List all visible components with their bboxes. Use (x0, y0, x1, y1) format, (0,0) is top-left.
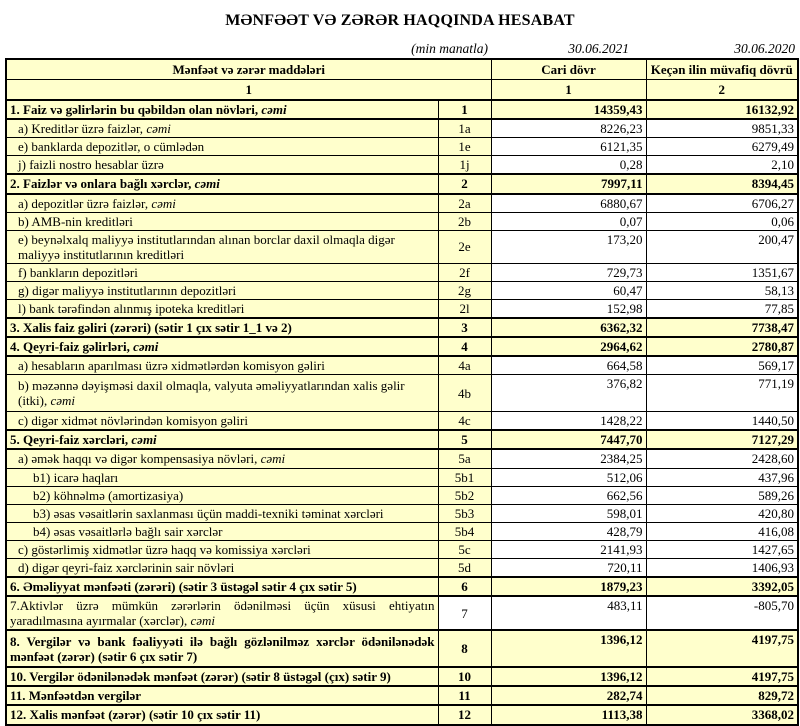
header-previous-column: Keçən ilin müvafiq dövrü (646, 59, 798, 80)
row-code-cell: 5b2 (438, 486, 491, 504)
row-label: 7.Aktivlər üzrə mümkün zərərlərin ödənilməsi üçün xüsusi ehtiyatın yaradılmasına ayırmalar (xərclər), (10, 598, 435, 629)
row-code-cell: 10 (438, 667, 491, 686)
row-label: b3) əsas vəsaitlərin saxlanması üçün maddi-texniki təminat xərcləri (33, 505, 384, 521)
row-label: 5. Qeyri-faiz xərcləri, (10, 432, 132, 448)
row-previous-value: 7127,29 (646, 430, 798, 449)
table-row (6, 356, 798, 375)
row-label: 10. Vergilər ödənilənədək mənfəət (zərər) (sətir 8 üstəgəl (çıx) sətir 9) (10, 669, 391, 685)
header-num-current: 1 (491, 80, 646, 101)
table-row (6, 540, 798, 558)
row-label: a) əmək haqqı və digər kompensasiya növləri, (18, 451, 261, 467)
row-previous-value: 829,72 (646, 686, 798, 705)
table-row (6, 230, 798, 263)
row-code-cell: 11 (438, 686, 491, 705)
table-row (6, 318, 798, 337)
row-label: l) bank tərəfindən alınmış ipoteka kreditləri (18, 301, 245, 317)
table-row (6, 705, 798, 724)
table-row (6, 281, 798, 299)
row-current-value: 2141,93 (491, 540, 646, 558)
table-row (6, 212, 798, 230)
row-code-cell: 5b4 (438, 522, 491, 540)
row-code-cell: 2a (438, 194, 491, 213)
table-row (6, 577, 798, 596)
table-row (6, 337, 798, 356)
row-label-italic: cəmi (261, 102, 287, 118)
row-label-cell (6, 300, 438, 319)
row-label: j) faizli nostro hesablar üzrə (18, 157, 164, 173)
row-label-cell (6, 375, 438, 412)
table-row (6, 686, 798, 705)
row-previous-value: 4197,75 (646, 630, 798, 667)
row-label: 11. Mənfəətdən vergilər (10, 688, 142, 704)
row-label-cell (6, 281, 438, 299)
row-previous-value: 7738,47 (646, 318, 798, 337)
row-current-value: 152,98 (491, 300, 646, 319)
row-previous-value: -805,70 (646, 596, 798, 630)
row-code-cell: 1e (438, 138, 491, 156)
table-row (6, 119, 798, 138)
row-label-cell (6, 100, 438, 119)
row-label-cell (6, 194, 438, 213)
row-current-value: 1428,22 (491, 412, 646, 431)
report-date-current: 30.06.2021 (568, 41, 629, 56)
table-row (6, 100, 798, 119)
row-label-cell (6, 138, 438, 156)
row-code-cell: 4c (438, 412, 491, 431)
row-previous-value: 2780,87 (646, 337, 798, 356)
table-row (6, 412, 798, 431)
table-row (6, 430, 798, 449)
row-previous-value: 9851,33 (646, 119, 798, 138)
row-previous-value: 416,08 (646, 522, 798, 540)
row-code-cell: 5b3 (438, 504, 491, 522)
row-label-cell (6, 174, 438, 193)
row-previous-value: 1351,67 (646, 263, 798, 281)
row-current-value: 1396,12 (491, 630, 646, 667)
row-label-cell (6, 577, 438, 596)
row-label: b1) icarə haqları (33, 469, 119, 485)
table-header (6, 59, 798, 100)
row-code-cell: 8 (438, 630, 491, 667)
row-label-cell (6, 318, 438, 337)
row-code-cell: 4a (438, 356, 491, 375)
row-current-value: 8226,23 (491, 119, 646, 138)
row-current-value: 662,56 (491, 486, 646, 504)
row-label: b) məzənnə dəyişməsi daxil olmaqla, valyuta əməliyyatlarından xalis gəlir (itki), (18, 378, 405, 409)
row-label-italic: cəmi (133, 339, 159, 355)
table-row (6, 174, 798, 193)
row-previous-value: 2,10 (646, 156, 798, 175)
row-current-value: 6362,32 (491, 318, 646, 337)
row-label: a) Kreditlər üzrə faizlər, (18, 121, 147, 137)
row-code-cell: 2g (438, 281, 491, 299)
row-previous-value: 771,19 (646, 375, 798, 412)
page-title: MƏNFƏƏT VƏ ZƏRƏR HAQQINDA HESABAT (225, 12, 575, 29)
table-row (6, 558, 798, 577)
row-label: 4. Qeyri-faiz gəlirləri, (10, 339, 134, 355)
row-previous-value: 6279,49 (646, 138, 798, 156)
row-code-cell: 2f (438, 263, 491, 281)
row-label-cell (6, 705, 438, 724)
row-previous-value: 437,96 (646, 468, 798, 486)
row-previous-value: 16132,92 (646, 100, 798, 119)
row-label: 12. Xalis mənfəət (zərər) (sətir 10 çıx sətir 11) (10, 707, 261, 723)
row-label: d) digər qeyri-faiz xərclərinin sair növləri (18, 559, 235, 575)
table-row (6, 522, 798, 540)
row-label-cell (6, 449, 438, 468)
row-previous-value: 200,47 (646, 230, 798, 263)
row-label: a) hesabların aparılması üzrə xidmətlərdən komisyon gəliri (18, 358, 325, 374)
row-label-cell (6, 558, 438, 577)
row-previous-value: 0,06 (646, 212, 798, 230)
row-current-value: 14359,43 (491, 100, 646, 119)
row-label-cell (6, 212, 438, 230)
row-current-value: 1396,12 (491, 667, 646, 686)
row-label: a) depozitlər üzrə faizlər, (18, 195, 152, 211)
row-label-cell (6, 667, 438, 686)
row-current-value: 598,01 (491, 504, 646, 522)
table-row (6, 138, 798, 156)
row-label: b4) əsas vəsaitlərlə bağlı sair xərclər (33, 523, 223, 539)
row-label-cell (6, 522, 438, 540)
row-current-value: 1113,38 (491, 705, 646, 724)
row-label-cell (6, 430, 438, 449)
profit-loss-table (5, 58, 799, 726)
row-code-cell: 2b (438, 212, 491, 230)
row-label-cell (6, 263, 438, 281)
row-current-value: 282,74 (491, 686, 646, 705)
row-label: f) bankların depozitləri (18, 264, 138, 280)
row-previous-value: 589,26 (646, 486, 798, 504)
row-label-cell (6, 596, 438, 630)
row-previous-value: 3392,05 (646, 577, 798, 596)
row-code-cell: 2 (438, 174, 491, 193)
row-current-value: 512,06 (491, 468, 646, 486)
row-current-value: 6121,35 (491, 138, 646, 156)
row-label-cell (6, 356, 438, 375)
row-label-cell (6, 468, 438, 486)
row-current-value: 0,28 (491, 156, 646, 175)
row-label-italic: cəmi (260, 451, 286, 467)
header-num-items: 1 (6, 80, 491, 101)
row-label: e) banklarda depozitlər, o cümlədən (18, 139, 205, 155)
row-label: c) göstərlimiş xidmətlər üzrə haqq və komissiya xərcləri (18, 541, 311, 557)
table-row (6, 630, 798, 667)
row-current-value: 0,07 (491, 212, 646, 230)
row-label-cell (6, 119, 438, 138)
row-label-cell (6, 540, 438, 558)
row-label-cell (6, 337, 438, 356)
row-code-cell: 12 (438, 705, 491, 724)
row-label: g) digər maliyyə institutlarının depozitləri (18, 282, 237, 298)
table-row (6, 486, 798, 504)
row-previous-value: 1406,93 (646, 558, 798, 577)
row-code-cell: 5d (438, 558, 491, 577)
row-code-cell: 2e (438, 230, 491, 263)
header-items-column: Mənfəət və zərər maddələri (6, 59, 491, 80)
table-row (6, 596, 798, 630)
row-label-cell (6, 504, 438, 522)
table-row (6, 504, 798, 522)
row-label: 8. Vergilər və bank fəaliyyəti ilə bağlı gözlənilməz xərclər ödənilənədək mənfəət (zərər) (sətir 6 çıx sətir 7) (10, 633, 435, 664)
row-label-italic: cəmi (151, 195, 176, 211)
row-current-value: 6880,67 (491, 194, 646, 213)
row-label-cell (6, 686, 438, 705)
row-label: 1. Faiz və gəlirlərin bu qəbildən olan növləri, (10, 102, 262, 118)
row-label-cell (6, 486, 438, 504)
row-current-value: 664,58 (491, 356, 646, 375)
row-label-cell (6, 156, 438, 175)
header-row-numbers (6, 80, 798, 101)
row-code-cell: 5b1 (438, 468, 491, 486)
row-previous-value: 6706,27 (646, 194, 798, 213)
table-row (6, 468, 798, 486)
row-current-value: 729,73 (491, 263, 646, 281)
row-previous-value: 58,13 (646, 281, 798, 299)
row-label-cell (6, 412, 438, 431)
report-date-previous: 30.06.2020 (734, 41, 795, 56)
row-label: b2) köhnəlmə (amortizasiya) (33, 487, 184, 503)
table-row (6, 263, 798, 281)
row-code-cell: 6 (438, 577, 491, 596)
table-body (6, 100, 798, 724)
row-code-cell: 4b (438, 375, 491, 412)
row-current-value: 2384,25 (491, 449, 646, 468)
row-label-italic: cəmi (131, 432, 157, 448)
row-current-value: 2964,62 (491, 337, 646, 356)
row-current-value: 60,47 (491, 281, 646, 299)
header-row-titles (6, 59, 798, 80)
row-label-cell (6, 230, 438, 263)
row-code-cell: 7 (438, 596, 491, 630)
row-label-italic: cəmi (146, 121, 171, 137)
row-label-italic: cəmi (194, 176, 220, 192)
row-label: c) digər xidmət növlərindən komisyon gəliri (18, 413, 248, 429)
row-code-cell: 1a (438, 119, 491, 138)
row-previous-value: 420,80 (646, 504, 798, 522)
row-code-cell: 1j (438, 156, 491, 175)
table-row (6, 194, 798, 213)
row-previous-value: 3368,02 (646, 705, 798, 724)
row-label: b) AMB-nin kreditləri (18, 213, 133, 229)
table-row (6, 449, 798, 468)
table-row (6, 375, 798, 412)
row-previous-value: 8394,45 (646, 174, 798, 193)
row-label-cell (6, 630, 438, 667)
row-previous-value: 1440,50 (646, 412, 798, 431)
row-label: 3. Xalis faiz gəliri (zərəri) (sətir 1 çıx sətir 1_1 və 2) (10, 320, 292, 336)
row-previous-value: 77,85 (646, 300, 798, 319)
row-previous-value: 1427,65 (646, 540, 798, 558)
table-row (6, 667, 798, 686)
row-current-value: 376,82 (491, 375, 646, 412)
table-row (6, 156, 798, 175)
row-current-value: 173,20 (491, 230, 646, 263)
row-current-value: 428,79 (491, 522, 646, 540)
row-current-value: 720,11 (491, 558, 646, 577)
header-num-previous: 2 (646, 80, 798, 101)
row-previous-value: 2428,60 (646, 449, 798, 468)
table-row (6, 300, 798, 319)
row-label-italic: cəmi (190, 613, 216, 629)
row-label: 6. Əməliyyat mənfəəti (zərəri) (sətir 3 üstəgəl sətir 4 çıx sətir 5) (10, 579, 357, 595)
row-label-italic: cəmi (50, 393, 76, 409)
row-previous-value: 4197,75 (646, 667, 798, 686)
row-code-cell: 1 (438, 100, 491, 119)
row-current-value: 7447,70 (491, 430, 646, 449)
row-code-cell: 5c (438, 540, 491, 558)
row-current-value: 7997,11 (491, 174, 646, 193)
row-code-cell: 2l (438, 300, 491, 319)
row-code-cell: 4 (438, 337, 491, 356)
row-code-cell: 5 (438, 430, 491, 449)
row-current-value: 483,11 (491, 596, 646, 630)
row-code-cell: 5a (438, 449, 491, 468)
row-current-value: 1879,23 (491, 577, 646, 596)
unit-note: (min manatla) (411, 41, 488, 56)
row-previous-value: 569,17 (646, 356, 798, 375)
header-current-column: Cari dövr (491, 59, 646, 80)
row-label: 2. Faizlər və onlara bağlı xərclər, (10, 176, 195, 192)
meta-row (5, 41, 797, 57)
row-label: e) beynəlxalq maliyyə institutlarından alınan borclar daxil olmaqla digər maliyyə institutlarının kreditləri (18, 231, 395, 262)
row-code-cell: 3 (438, 318, 491, 337)
